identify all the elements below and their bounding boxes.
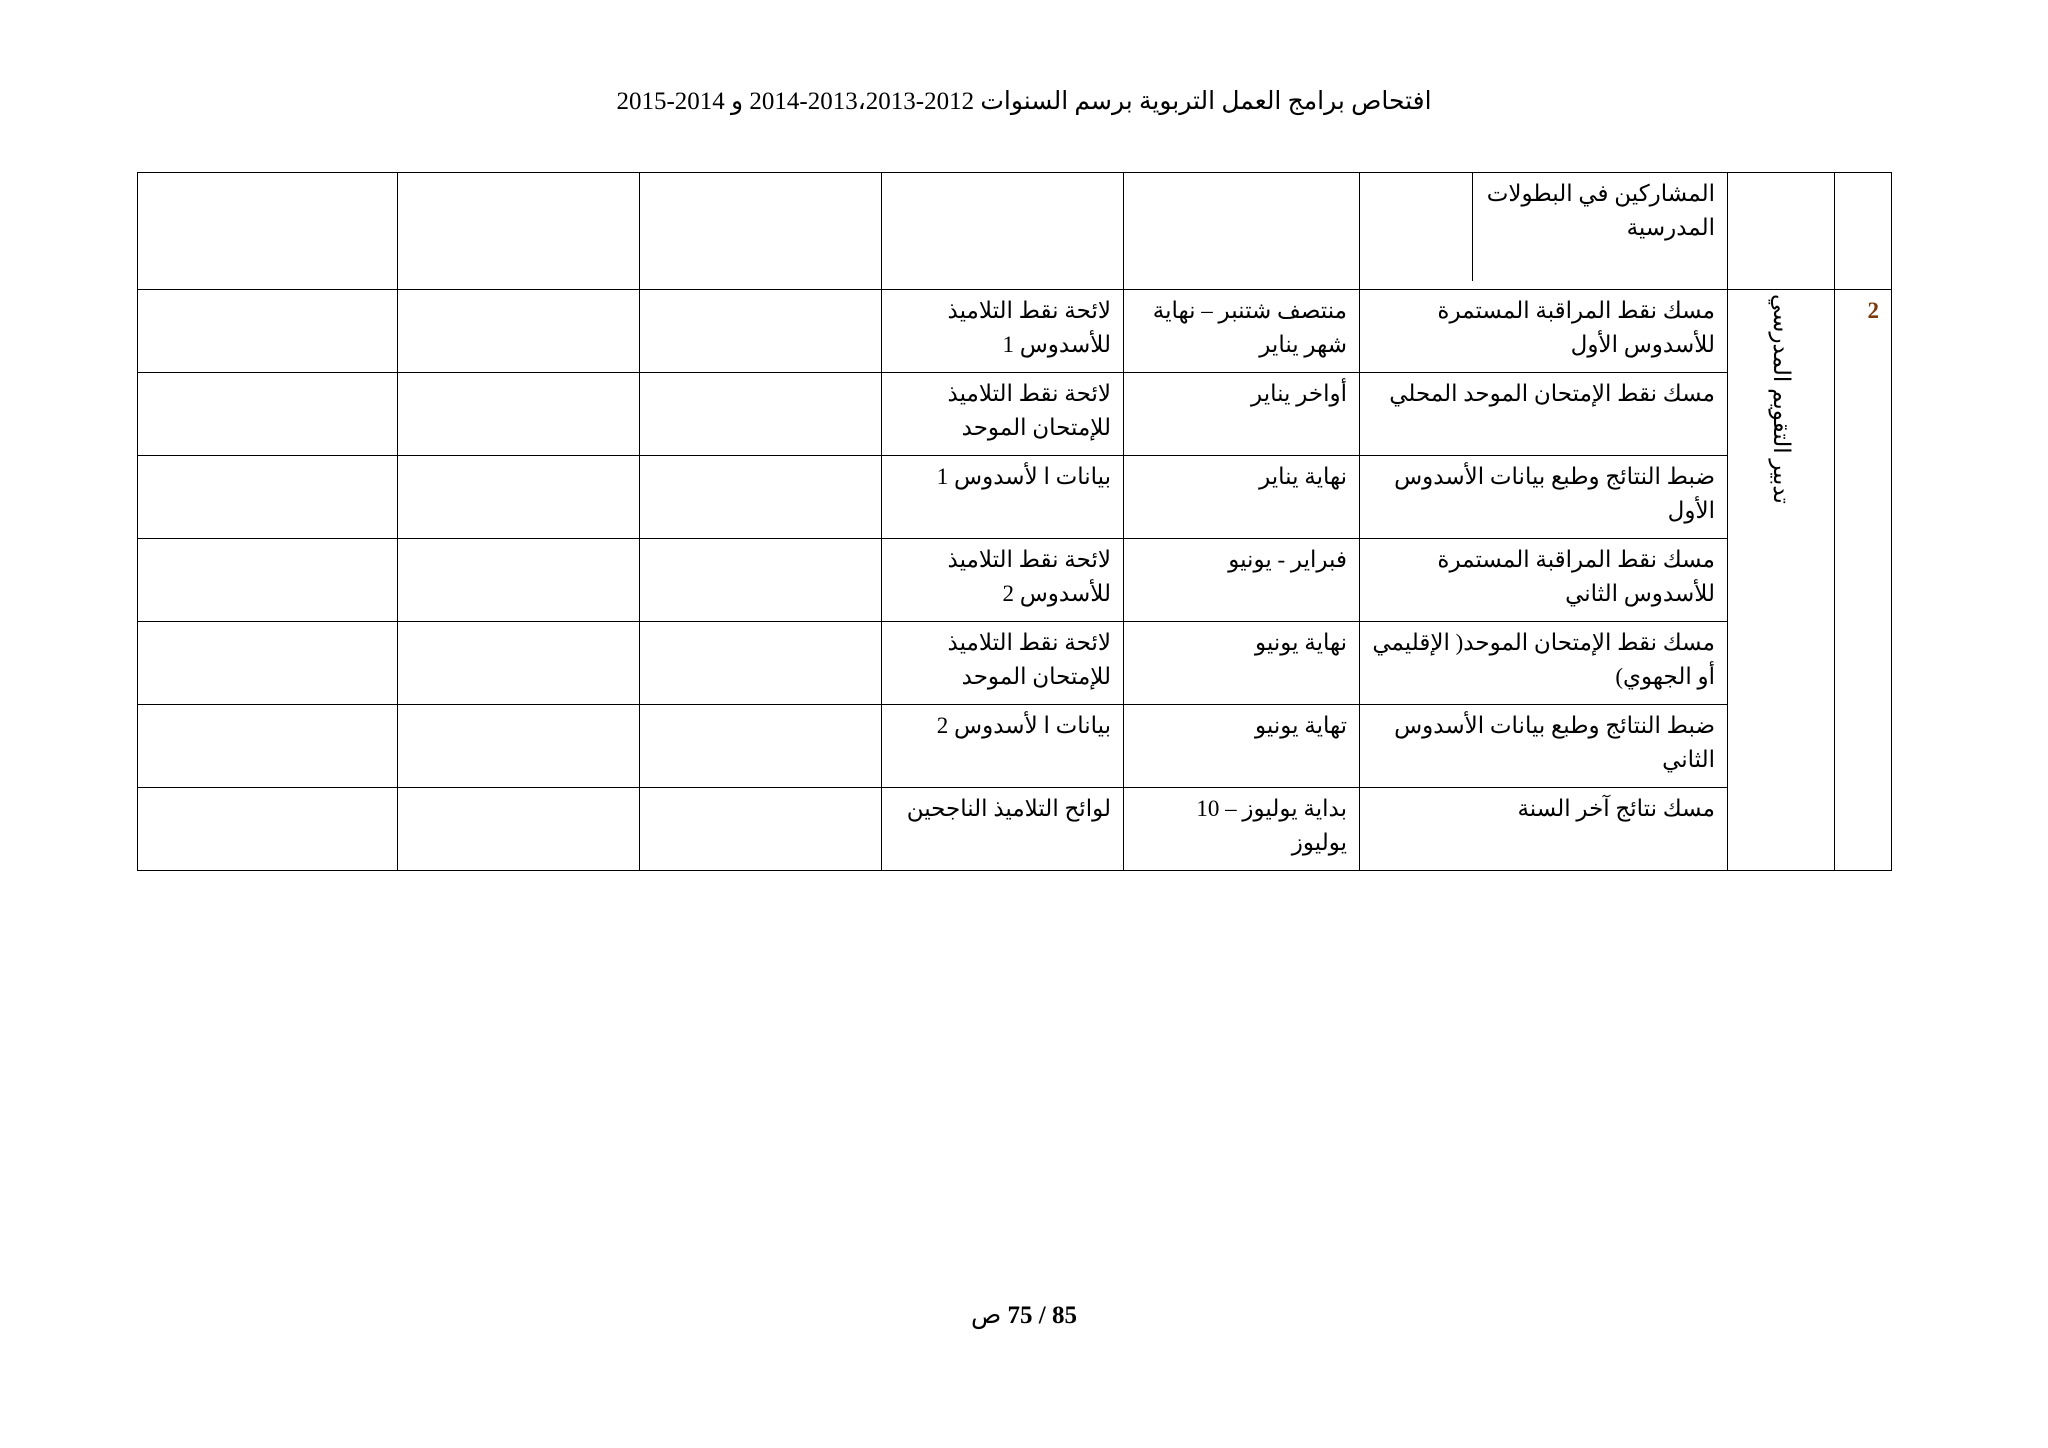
timing-cell: نهاية يونيو (1124, 622, 1360, 705)
timing-cell: منتصف شتنبر – نهاية شهر يناير (1124, 290, 1360, 373)
empty-cell (398, 290, 640, 373)
number-cell-empty (1835, 173, 1892, 290)
timing-cell: تهاية يونيو (1124, 705, 1360, 788)
timing-cell: أواخر يناير (1124, 373, 1360, 456)
table-row (138, 622, 1892, 705)
page-suffix: ص (971, 1302, 1002, 1329)
empty-cell (640, 373, 882, 456)
empty-cell (138, 456, 398, 539)
empty-cell (398, 173, 640, 290)
program-table (137, 172, 1892, 871)
empty-cell (138, 173, 398, 290)
table-row (138, 373, 1892, 456)
section-label: تدبير التقويم المدرسي (1769, 294, 1794, 504)
output-cell: لائحة نقط التلاميذ للإمتحان الموحد (882, 622, 1124, 705)
activity-cell: مسك نقط المراقبة المستمرة للأسدوس الثاني (1360, 539, 1728, 622)
empty-cell (640, 705, 882, 788)
output-cell: لوائح التلاميذ الناجحين (882, 788, 1124, 871)
section-number: 2 (1835, 290, 1892, 871)
output-cell: لائحة نقط التلاميذ للأسدوس 2 (882, 539, 1124, 622)
page-current: 75 (1007, 1302, 1033, 1329)
table-row (138, 705, 1892, 788)
empty-cell (398, 373, 640, 456)
empty-cell (138, 290, 398, 373)
activity-text: المشاركين في البطولات المدرسية (1486, 181, 1715, 240)
activity-cell: ضبط النتائج وطبع بيانات الأسدوس الثاني (1360, 705, 1728, 788)
timing-cell: بداية يوليوز – 10 يوليوز (1124, 788, 1360, 871)
page-header-title: افتحاص برامج العمل التربوية برسم السنوات 2012-2013،2013-2014 و 2014-2015 (616, 88, 1432, 115)
table-row (138, 173, 1892, 290)
inner-divider (1360, 173, 1473, 281)
empty-cell (398, 539, 640, 622)
empty-cell (640, 539, 882, 622)
timing-cell: فبراير - يونيو (1124, 539, 1360, 622)
empty-cell (138, 539, 398, 622)
page-number (0, 1300, 2048, 1330)
empty-cell (640, 622, 882, 705)
empty-cell (398, 622, 640, 705)
empty-cell (138, 373, 398, 456)
table-row (138, 290, 1892, 373)
output-cell: لائحة نقط التلاميذ للأسدوس 1 (882, 290, 1124, 373)
table-row (138, 539, 1892, 622)
empty-cell (398, 456, 640, 539)
output-cell (882, 173, 1124, 290)
output-cell: بيانات ا لأسدوس 2 (882, 705, 1124, 788)
empty-cell (138, 705, 398, 788)
activity-cell: مسك نقط الإمتحان الموحد( الإقليمي أو الجهوي) (1360, 622, 1728, 705)
table-row (138, 788, 1892, 871)
activity-cell: مسك نتائج آخر السنة (1360, 788, 1728, 871)
section-label-cell (1728, 290, 1835, 871)
activity-cell: ضبط النتائج وطبع بيانات الأسدوس الأول (1360, 456, 1728, 539)
page-separator: / (1038, 1302, 1046, 1329)
activity-cell: مسك نقط المراقبة المستمرة للأسدوس الأول (1360, 290, 1728, 373)
empty-cell (398, 705, 640, 788)
empty-cell (640, 788, 882, 871)
empty-cell (138, 622, 398, 705)
timing-cell: نهاية يناير (1124, 456, 1360, 539)
empty-cell (398, 788, 640, 871)
table-row (138, 456, 1892, 539)
output-cell: لائحة نقط التلاميذ للإمتحان الموحد (882, 373, 1124, 456)
activity-cell (1360, 173, 1728, 290)
empty-cell (640, 456, 882, 539)
empty-cell (138, 788, 398, 871)
page-total: 85 (1051, 1302, 1077, 1329)
activity-cell: مسك نقط الإمتحان الموحد المحلي (1360, 373, 1728, 456)
axis-cell-empty (1728, 173, 1835, 290)
empty-cell (640, 290, 882, 373)
timing-cell (1124, 173, 1360, 290)
empty-cell (640, 173, 882, 290)
output-cell: بيانات ا لأسدوس 1 (882, 456, 1124, 539)
